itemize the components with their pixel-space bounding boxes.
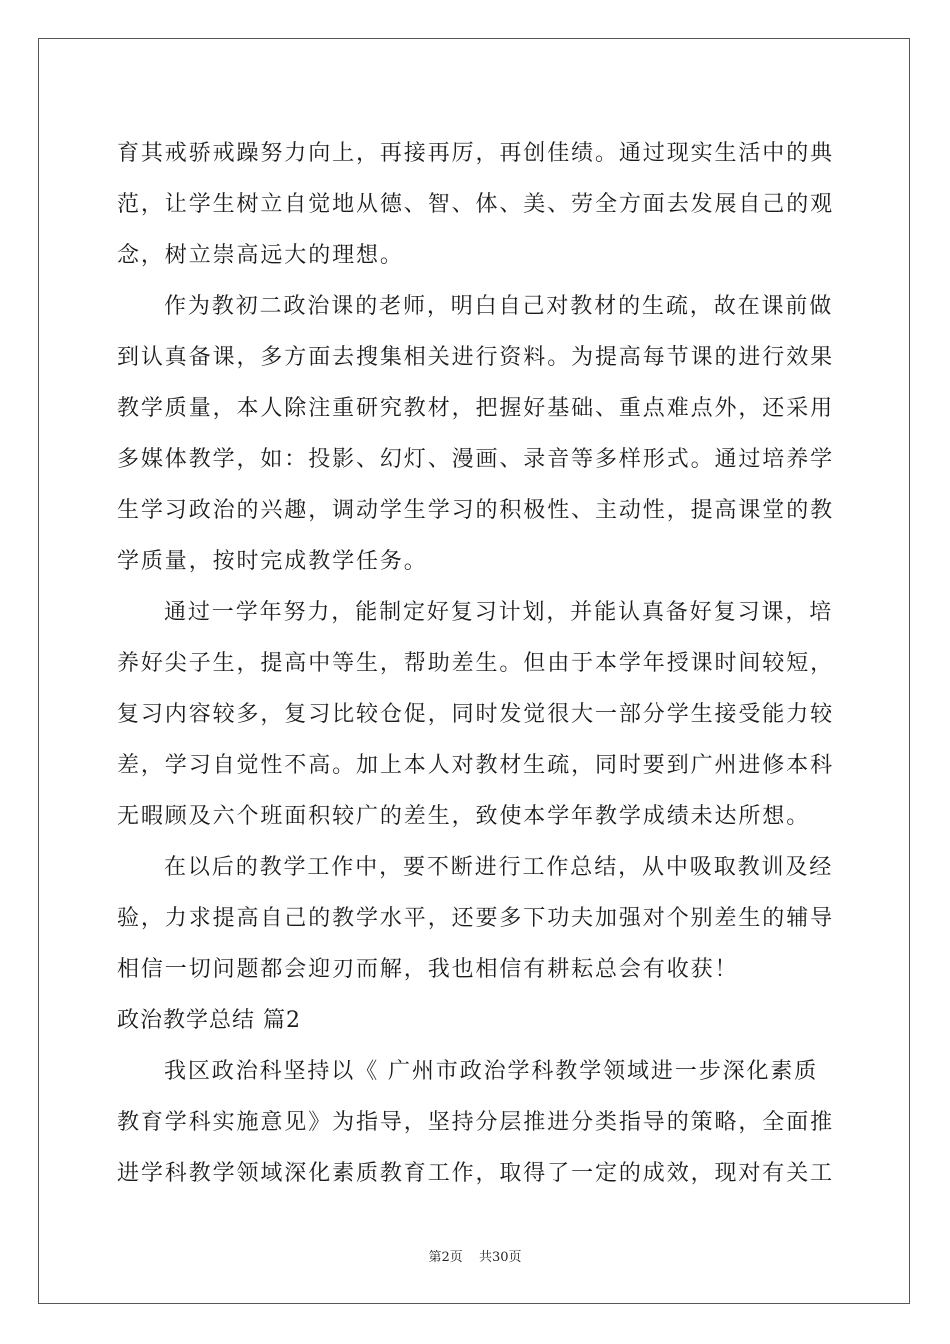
- page-footer: [0, 1246, 950, 1265]
- text-line: 无暇顾及六个班面积较广的差生，致使本学年教学成绩未达所想。: [117, 804, 811, 829]
- text-line: 教学质量，本人除注重研究教材，把握好基础、重点难点外，还采用: [117, 396, 835, 421]
- section-heading: 政治教学总结 篇2: [117, 1008, 301, 1033]
- text-line: 学质量，按时完成教学任务。: [117, 549, 428, 574]
- document-body: [117, 128, 833, 1199]
- text-line: 教育学科实施意见》为指导，坚持分层推进分类指导的策略，全面推: [117, 1110, 835, 1135]
- text-line: 育其戒骄戒躁努力向上，再接再厉，再创佳绩。通过现实生活中的典: [117, 141, 835, 166]
- text-line: 多媒体教学，如：投影、幻灯、漫画、录音等多样形式。通过培养学: [117, 447, 835, 472]
- text-line: 差，学习自觉性不高。加上本人对教材生疏，同时要到广州进修本科: [117, 753, 835, 778]
- text-line: 念，树立崇高远大的理想。: [117, 243, 404, 268]
- text-line: 在以后的教学工作中，要不断进行工作总结，从中吸取教训及经: [164, 855, 834, 880]
- text-line: 验，力求提高自己的教学水平，还要多下功夫加强对个别差生的辅导: [117, 906, 835, 931]
- text-line: 通过一学年努力，能制定好复习计划，并能认真备好复习课，培: [164, 600, 834, 625]
- text-line: 生学习政治的兴趣，调动学生学习的积极性、主动性，提高课堂的教: [117, 498, 835, 523]
- text-line: 养好尖子生，提高中等生，帮助差生。但由于本学年授课时间较短，: [117, 651, 835, 676]
- text-line: 复习内容较多，复习比较仓促，同时发觉很大一部分学生接受能力较: [117, 702, 835, 727]
- text-line: 范，让学生树立自觉地从德、智、体、美、劳全方面去发展自己的观: [117, 192, 835, 217]
- text-line: 相信一切问题都会迎刃而解，我也相信有耕耘总会有收获！: [117, 957, 739, 982]
- text-line: 我区政治科坚持以《 广州市政治学科教学领域进一步深化素质: [164, 1059, 819, 1084]
- text-line: 进学科教学领域深化素质教育工作，取得了一定的成效，现对有关工: [117, 1161, 835, 1186]
- page-total: 共30页: [478, 1250, 522, 1265]
- text-line: 作为教初二政治课的老师，明白自己对教材的生疏，故在课前做: [164, 294, 834, 319]
- page-number: 第2页: [428, 1250, 463, 1265]
- text-line: 到认真备课，多方面去搜集相关进行资料。为提高每节课的进行效果: [117, 345, 835, 370]
